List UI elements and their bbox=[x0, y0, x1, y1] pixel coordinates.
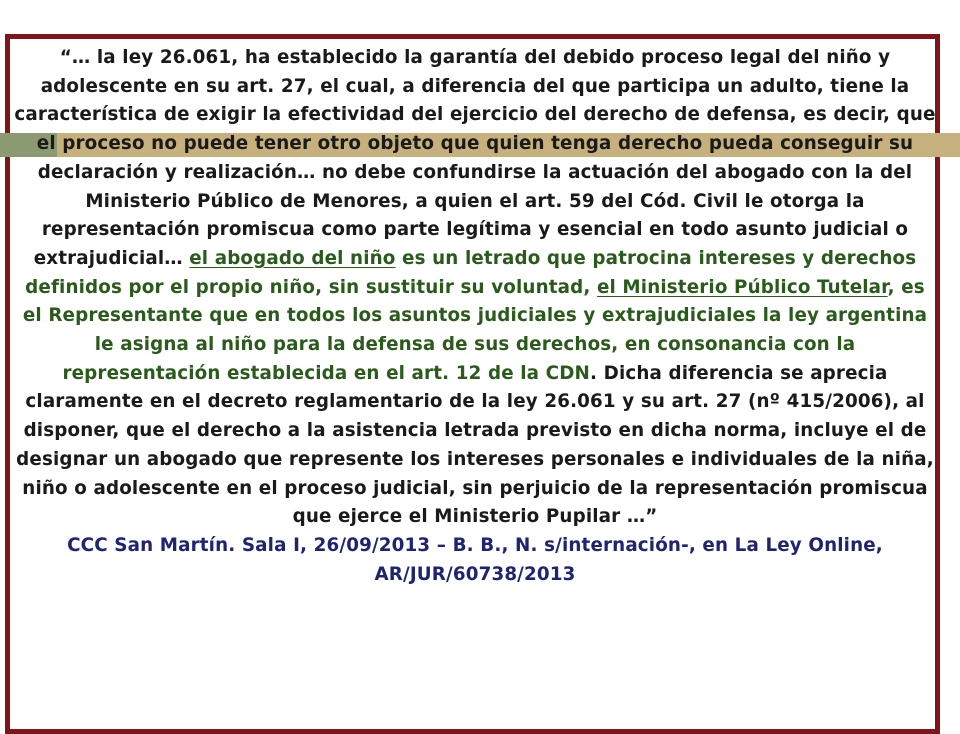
quote-text-green-2: , es el Representante que en todos los asuntos judiciales y extrajudiciales la ley argentina le asigna al niño para la defensa de sus derechos, en consonancia con la representación establecida en el art. 12 de la CDN bbox=[22, 276, 928, 384]
quote-paragraph bbox=[14, 44, 936, 532]
citation: CCC San Martín. Sala I, 26/09/2013 – B. B., N. s/internación-, en La Ley Online, AR/JUR/60738/2013 bbox=[67, 534, 883, 585]
quote-text-intro: “… la ley 26.061, ha establecido la garantía del debido proceso legal del niño y adolescente en su art. 27, el cual, a diferencia del que participa un adulto, tiene la característica de exigir la efectividad del ejercicio del derecho de defensa, es decir, bbox=[14, 47, 910, 126]
link-ministerio-publico-tutelar[interactable]: el Ministerio Público Tutelar bbox=[596, 276, 888, 298]
quote-text-closing: . Dicha diferencia se aprecia claramente en el decreto reglamentario de la ley 26.061 y su art. 27 (nº 415/2006), al disponer, que el derecho a la asistencia letrada previsto en dicha norma, incluye el de designar un abogado que represente los intereses personales e individuales de la niña, niño o adolescente en el proceso judicial, sin perjuicio de la representación promiscua que ejerce el Ministerio Pupilar …” bbox=[16, 362, 934, 528]
quote-text-continuation: que el proceso no puede tener otro objeto que quien tenga derecho pueda conseguir su declaración y realización… no debe confundirse la actuación del abogado con la del Ministerio Público de Menores, a quien el art. 59 del Cód. Civil le otorga la representación promiscua como parte legítima y esencial en todo asunto judicial o extrajudicial… bbox=[33, 104, 936, 269]
quote-text-green-1: es un letrado que patrocina intereses y derechos definidos por el propio niño, sin sustituir su voluntad, bbox=[25, 247, 917, 298]
quote-block bbox=[14, 44, 936, 589]
link-abogado-del-nino[interactable]: el abogado del niño bbox=[189, 247, 396, 269]
